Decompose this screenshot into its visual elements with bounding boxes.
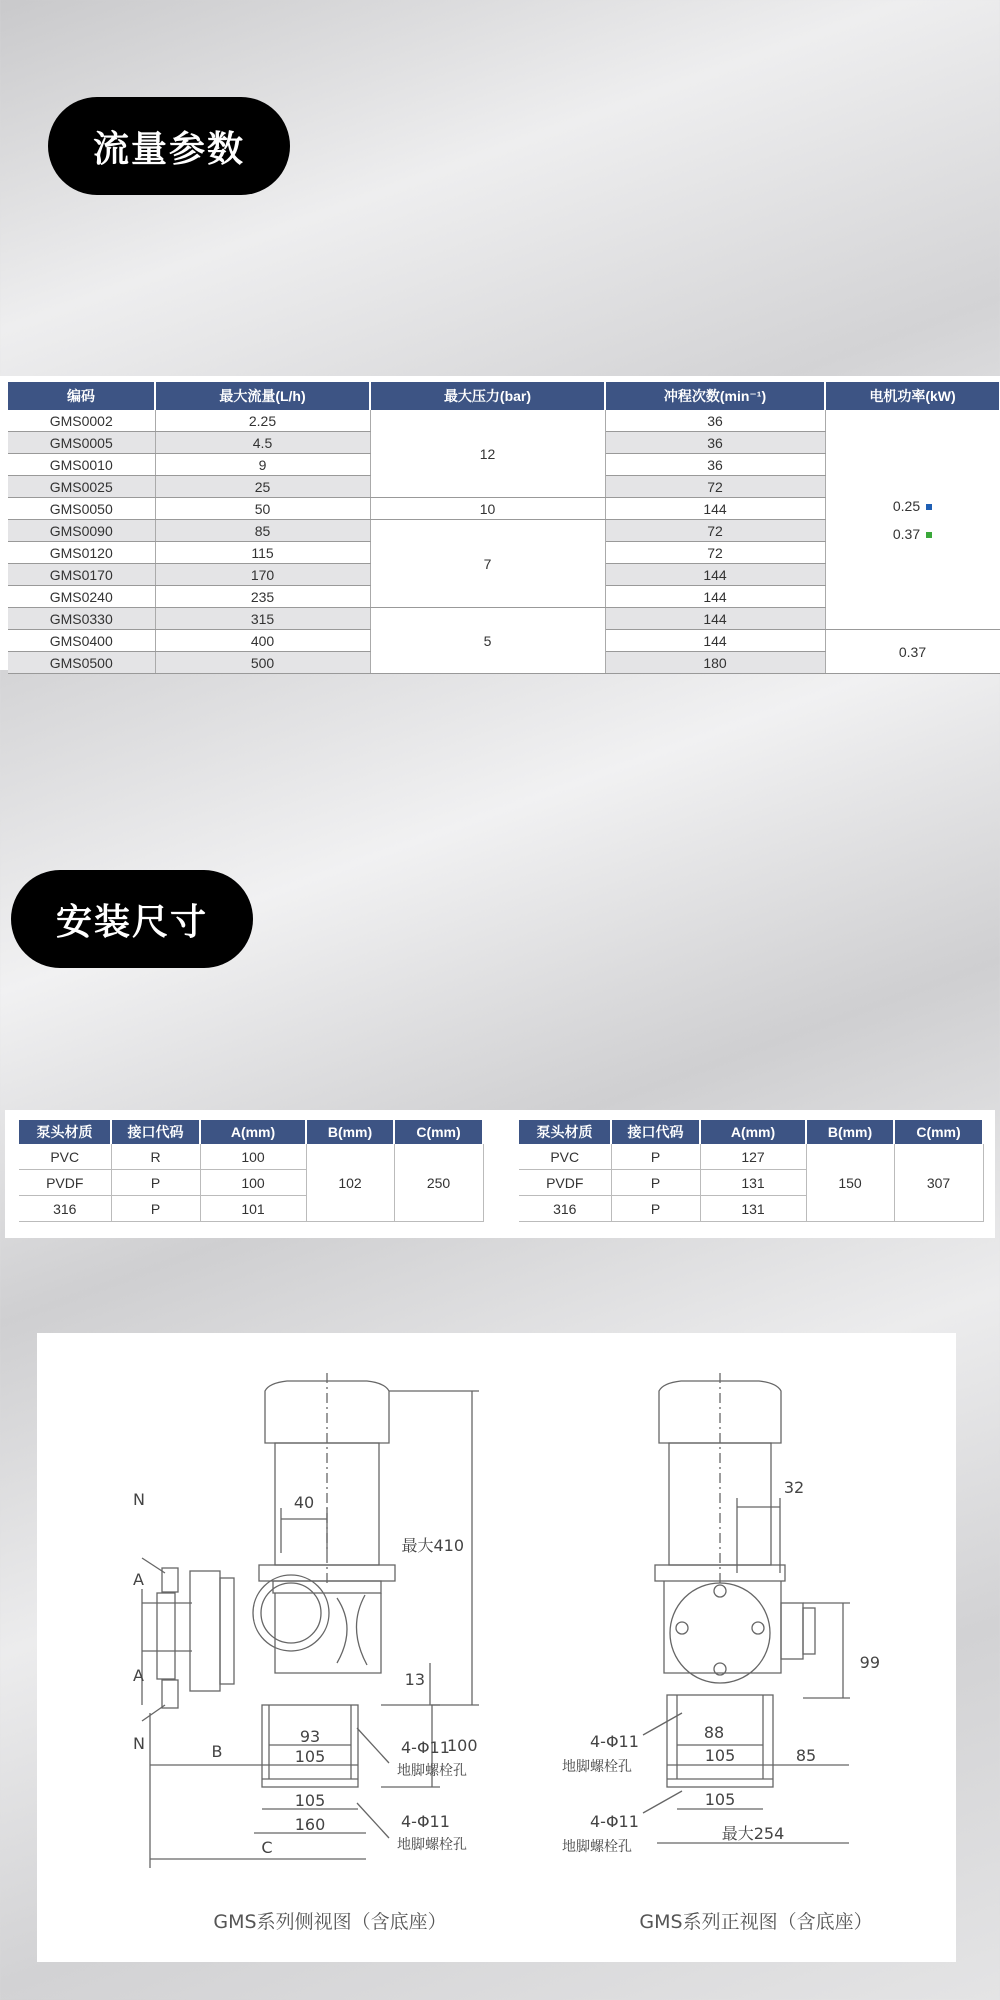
cell-material: 316: [519, 1196, 611, 1222]
cell-code: P: [111, 1170, 200, 1196]
cell-code: GMS0330: [8, 608, 155, 630]
dimensions-table-right: [519, 1120, 984, 1222]
col-header-b: B(mm): [806, 1120, 894, 1144]
cell-strokes: 36: [605, 410, 825, 432]
table-header-row: [19, 1120, 483, 1144]
col-header-material: 泵头材质: [19, 1120, 111, 1144]
cell-pressure: 7: [370, 520, 605, 608]
cell-motor-power: [825, 410, 1000, 630]
cell-strokes: 144: [605, 586, 825, 608]
cell-code: GMS0010: [8, 454, 155, 476]
label-b: B: [211, 1742, 223, 1761]
cell-flow: 170: [155, 564, 370, 586]
bolt-text-2: 地脚螺栓孔: [397, 1837, 467, 1853]
section-title-flow: 流量参数: [48, 97, 290, 195]
cell-a: 127: [700, 1144, 806, 1170]
dim-label-max410: 最大410: [401, 1536, 464, 1555]
flow-parameters-table: [8, 382, 1000, 674]
cell-strokes: 144: [605, 564, 825, 586]
col-header-motor: 电机功率(kW): [825, 382, 1000, 410]
cell-material: PVC: [19, 1144, 111, 1170]
col-header-strokes: 冲程次数(min⁻¹): [605, 382, 825, 410]
dim-label-32: 32: [783, 1478, 805, 1497]
flow-parameters-panel: [0, 376, 1000, 670]
label-a-1: A: [133, 1570, 144, 1589]
col-header-pressure: 最大压力(bar): [370, 382, 605, 410]
col-header-code: 接口代码: [611, 1120, 700, 1144]
cell-code: P: [611, 1196, 700, 1222]
cell-c: 307: [894, 1144, 983, 1222]
motor-option-2: 0.37: [826, 520, 1000, 548]
dim-label-max254: 最大254: [721, 1824, 785, 1843]
cell-flow: 315: [155, 608, 370, 630]
technical-drawing-svg: [37, 1333, 956, 1962]
dim-label-40: 40: [293, 1493, 315, 1512]
installation-drawing: [37, 1333, 956, 1962]
front-bolt-text-2: 地脚螺栓孔: [562, 1839, 632, 1855]
bolt-text-1: 地脚螺栓孔: [397, 1763, 467, 1779]
cell-strokes: 180: [605, 652, 825, 674]
col-header-a: A(mm): [200, 1120, 306, 1144]
cell-code: GMS0090: [8, 520, 155, 542]
cell-flow: 4.5: [155, 432, 370, 454]
cell-flow: 500: [155, 652, 370, 674]
cell-a: 100: [200, 1144, 306, 1170]
cell-a: 101: [200, 1196, 306, 1222]
cell-code: GMS0400: [8, 630, 155, 652]
col-header-code: 编码: [8, 382, 155, 410]
cell-flow: 25: [155, 476, 370, 498]
cell-material: PVDF: [519, 1170, 611, 1196]
front-view-caption: GMS系列正视图（含底座）: [639, 1911, 873, 1933]
cell-code: P: [111, 1196, 200, 1222]
dim-label-100: 100: [447, 1736, 478, 1755]
cell-strokes: 144: [605, 608, 825, 630]
col-header-c: C(mm): [394, 1120, 483, 1144]
col-header-b: B(mm): [306, 1120, 394, 1144]
col-header-c: C(mm): [894, 1120, 983, 1144]
dimensions-panel: [5, 1110, 995, 1238]
dim-label-99: 99: [859, 1653, 880, 1672]
motor-option-1: 0.25: [826, 492, 1000, 520]
cell-strokes: 72: [605, 476, 825, 498]
dim-label-105-a: 105: [294, 1747, 326, 1766]
dim-label-93: 93: [299, 1727, 321, 1746]
cell-flow: 2.25: [155, 410, 370, 432]
cell-strokes: 144: [605, 630, 825, 652]
section-title-install: 安装尺寸: [11, 870, 253, 968]
dim-label-105-a: 105: [704, 1746, 736, 1765]
col-header-code: 接口代码: [111, 1120, 200, 1144]
cell-code: GMS0050: [8, 498, 155, 520]
cell-code: P: [611, 1144, 700, 1170]
bolt-label-2: 4-Φ11: [401, 1812, 450, 1831]
cell-code: GMS0005: [8, 432, 155, 454]
cell-code: P: [611, 1170, 700, 1196]
label-n-bottom: N: [133, 1734, 145, 1753]
cell-code: GMS0170: [8, 564, 155, 586]
dimensions-table-left: [19, 1120, 484, 1222]
col-header-flow: 最大流量(L/h): [155, 382, 370, 410]
side-view-caption: GMS系列侧视图（含底座）: [213, 1911, 447, 1933]
label-a-2: A: [133, 1666, 144, 1685]
cell-a: 131: [700, 1170, 806, 1196]
cell-code: R: [111, 1144, 200, 1170]
table-row: [19, 1144, 483, 1170]
cell-pressure: 12: [370, 410, 605, 498]
cell-flow: 50: [155, 498, 370, 520]
front-view-drawing: [643, 1373, 850, 1843]
table-header-row: [519, 1120, 983, 1144]
cell-code: GMS0120: [8, 542, 155, 564]
cell-flow: 115: [155, 542, 370, 564]
col-header-a: A(mm): [700, 1120, 806, 1144]
cell-strokes: 72: [605, 520, 825, 542]
dim-label-105-b: 105: [294, 1791, 326, 1810]
cell-motor-power-bottom: 0.37: [825, 630, 1000, 674]
table-row: [519, 1144, 983, 1170]
label-n-top: N: [133, 1490, 145, 1509]
green-square-icon: [926, 532, 932, 538]
cell-pressure: 10: [370, 498, 605, 520]
dim-label-105-b: 105: [704, 1790, 736, 1809]
cell-b: 102: [306, 1144, 394, 1222]
table-row: [8, 410, 1000, 432]
cell-code: GMS0240: [8, 586, 155, 608]
cell-flow: 85: [155, 520, 370, 542]
front-bolt-label-1: 4-Φ11: [590, 1732, 639, 1751]
cell-flow: 9: [155, 454, 370, 476]
cell-flow: 235: [155, 586, 370, 608]
col-header-material: 泵头材质: [519, 1120, 611, 1144]
dim-label-85: 85: [795, 1746, 817, 1765]
cell-code: GMS0025: [8, 476, 155, 498]
cell-b: 150: [806, 1144, 894, 1222]
table-header-row: [8, 382, 1000, 410]
front-bolt-text-1: 地脚螺栓孔: [562, 1759, 632, 1775]
dim-label-13: 13: [404, 1670, 425, 1689]
blue-square-icon: [926, 504, 932, 510]
cell-pressure: 5: [370, 608, 605, 674]
cell-material: 316: [19, 1196, 111, 1222]
label-c: C: [261, 1838, 273, 1857]
bolt-label-1: 4-Φ11: [401, 1738, 450, 1757]
cell-material: PVDF: [19, 1170, 111, 1196]
cell-a: 100: [200, 1170, 306, 1196]
cell-strokes: 36: [605, 454, 825, 476]
cell-code: GMS0500: [8, 652, 155, 674]
cell-strokes: 144: [605, 498, 825, 520]
cell-code: GMS0002: [8, 410, 155, 432]
cell-flow: 400: [155, 630, 370, 652]
cell-strokes: 36: [605, 432, 825, 454]
dim-label-88: 88: [703, 1723, 725, 1742]
dim-label-160: 160: [294, 1815, 326, 1834]
front-bolt-label-2: 4-Φ11: [590, 1812, 639, 1831]
cell-strokes: 72: [605, 542, 825, 564]
cell-c: 250: [394, 1144, 483, 1222]
cell-a: 131: [700, 1196, 806, 1222]
cell-material: PVC: [519, 1144, 611, 1170]
